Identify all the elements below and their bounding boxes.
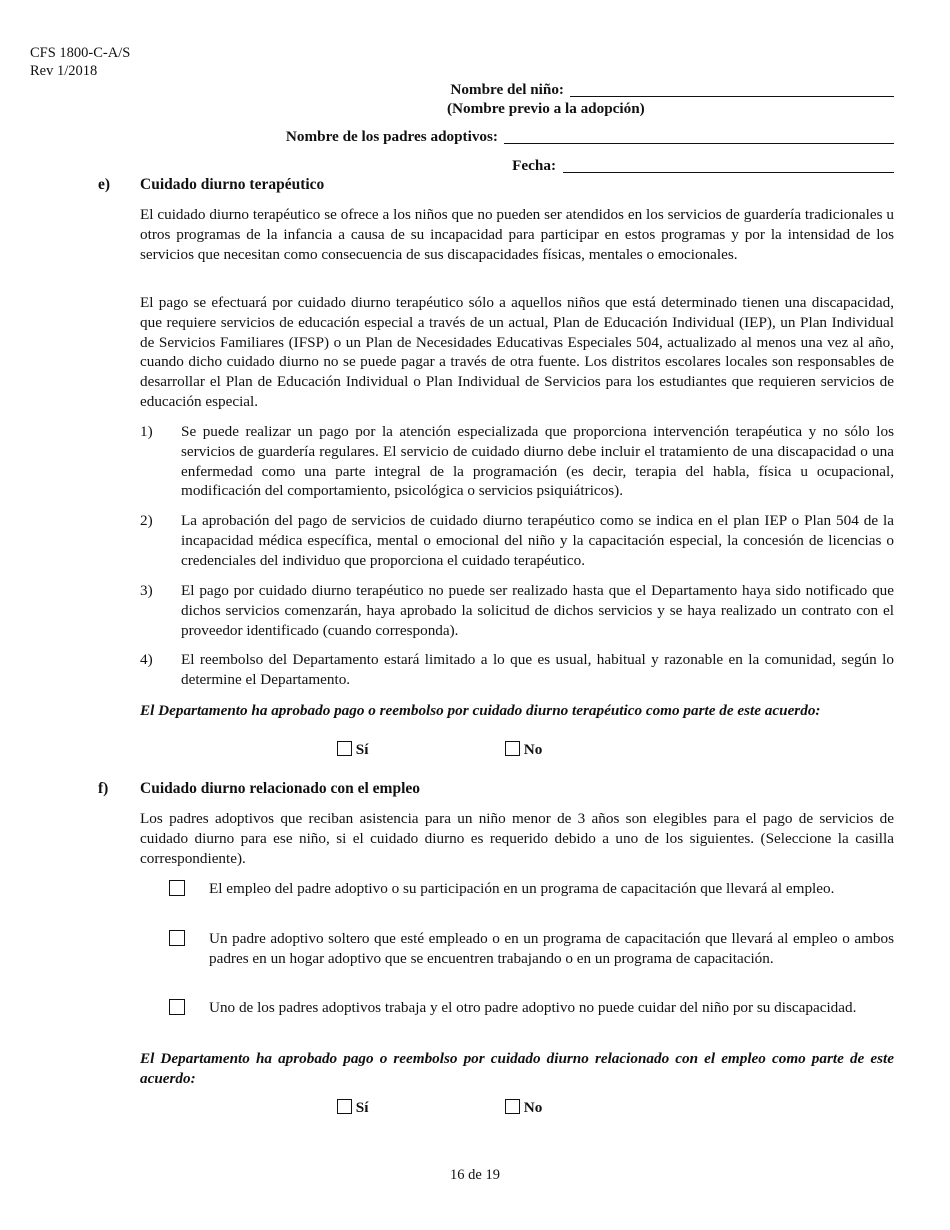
list-item-number: 3) <box>140 582 153 599</box>
section-f-title: Cuidado diurno relacionado con el empleo <box>140 780 421 797</box>
option-text: El empleo del padre adoptivo o su participación en un programa de capacitación que llevará al empleo. <box>209 880 835 897</box>
checkbox[interactable] <box>505 741 520 756</box>
list-item-number: 2) <box>140 512 153 529</box>
date-label: Fecha: <box>512 157 556 174</box>
form-code: CFS 1800-C-A/S <box>30 45 131 61</box>
section-e-letter: e) <box>98 176 111 193</box>
list-item: Se puede realizar un pago por la atención especializada que proporciona intervención terapéutica y no sólo los servicios de guardería regulares. El servicio de cuidado diurno debe incluir el tratamiento de una discapacidad o una enfermedad como una parte integral de la programación (es decir, terapia del habla, física u ocupacional, modificación del comportamiento, psicológica o servicios psiquiátricos). <box>181 423 894 500</box>
section-f-no-option[interactable] <box>505 1098 542 1118</box>
list-item-number: 4) <box>140 651 153 668</box>
section-e-approval-question: El Departamento ha aprobado pago o reembolso por cuidado diurno terapéutico como parte de este acuerdo: <box>140 702 821 719</box>
section-e-paragraph-1: El cuidado diurno terapéutico se ofrece a los niños que no pueden ser atendidos en los servicios de guardería tradicionales u otros programas de la infancia a causa de su incapacidad para participar en estos programas y por la intensidad de los servicios que necesitan como consecuencia de sus discapacidades físicas, mentales o emocionales. <box>140 206 894 263</box>
section-e-yes-option[interactable] <box>337 740 368 760</box>
checkbox[interactable] <box>505 1099 520 1114</box>
child-name-sub-label: (Nombre previo a la adopción) <box>447 100 645 117</box>
parents-name-label: Nombre de los padres adoptivos: <box>285 128 498 145</box>
date-field[interactable] <box>563 172 894 173</box>
form-revision: Rev 1/2018 <box>30 63 98 79</box>
form-header <box>30 44 130 80</box>
checkbox[interactable] <box>169 880 185 896</box>
list-item: La aprobación del pago de servicios de cuidado diurno terapéutico como se indica en el plan IEP o Plan 504 de la incapacidad médica específica, mental o emocional del niño y la capacitación especial, la concesión de licencias o credenciales del individuo que proporciona el cuidado terapéutico. <box>181 512 894 569</box>
option-text: Uno de los padres adoptivos trabaja y el otro padre adoptivo no puede cuidar del niño por su discapacidad. <box>209 999 857 1016</box>
checkbox[interactable] <box>337 1099 352 1114</box>
checkbox[interactable] <box>337 741 352 756</box>
list-item: El pago por cuidado diurno terapéutico no puede ser realizado hasta que el Departamento haya sido notificado que dichos servicios comenzarán, haya aprobado la solicitud de dichos servicios y se haya realizado un contrato con el proveedor identificado (cuando corresponda). <box>181 582 894 639</box>
section-e-paragraph-2: El pago se efectuará por cuidado diurno terapéutico sólo a aquellos niños que está determinado tienen una discapacidad, que requiere servicios de educación especial a través de un actual, Plan de Educación Individual (IEP), un Plan Individual de Servicios Familiares (IFSP) o un Plan de Necesidades Educativas Especiales 504, actualizado al menos una vez al año, cuando dicho cuidado diurno no se puede pagar a través de otra fuente. Los distritos escolares locales son responsables de desarrollar el Plan de Educación Individual o Plan Individual de Servicios para los estudiantes que requieren servicios de educación especial. <box>140 294 894 410</box>
checkbox[interactable] <box>169 930 185 946</box>
child-name-field[interactable] <box>570 96 894 97</box>
option-text: Un padre adoptivo soltero que esté empleado o en un programa de capacitación que llevará al empleo o ambos padres en un hogar adoptivo que se encuentren trabajando o en un programa de capacitación. <box>209 930 894 967</box>
list-item: El reembolso del Departamento estará limitado a lo que es usual, habitual y razonable en la comunidad, según lo determine el Departamento. <box>181 651 894 688</box>
checkbox[interactable] <box>169 999 185 1015</box>
no-label: No <box>523 1099 543 1116</box>
list-item-number: 1) <box>140 423 153 440</box>
child-name-label: Nombre del niño: <box>450 81 564 98</box>
section-f-approval-question: El Departamento ha aprobado pago o reembolso por cuidado diurno relacionado con el empleo como parte de este acuerdo: <box>140 1050 894 1087</box>
no-label: No <box>523 741 543 758</box>
section-f-yes-option[interactable] <box>337 1098 368 1118</box>
yes-label: Sí <box>355 1099 369 1116</box>
section-f-paragraph-1: Los padres adoptivos que reciban asistencia para un niño menor de 3 años son elegibles para el pago de servicios de cuidado diurno para ese niño, si el cuidado diurno es requerido debido a uno de los siguientes. (Seleccione la casilla correspondiente). <box>140 810 894 867</box>
yes-label: Sí <box>355 741 369 758</box>
section-e-title: Cuidado diurno terapéutico <box>140 176 325 193</box>
section-f-letter: f) <box>98 780 109 797</box>
section-e-no-option[interactable] <box>505 740 542 760</box>
parents-name-field[interactable] <box>504 143 894 144</box>
page-number: 16 de 19 <box>450 1167 500 1183</box>
